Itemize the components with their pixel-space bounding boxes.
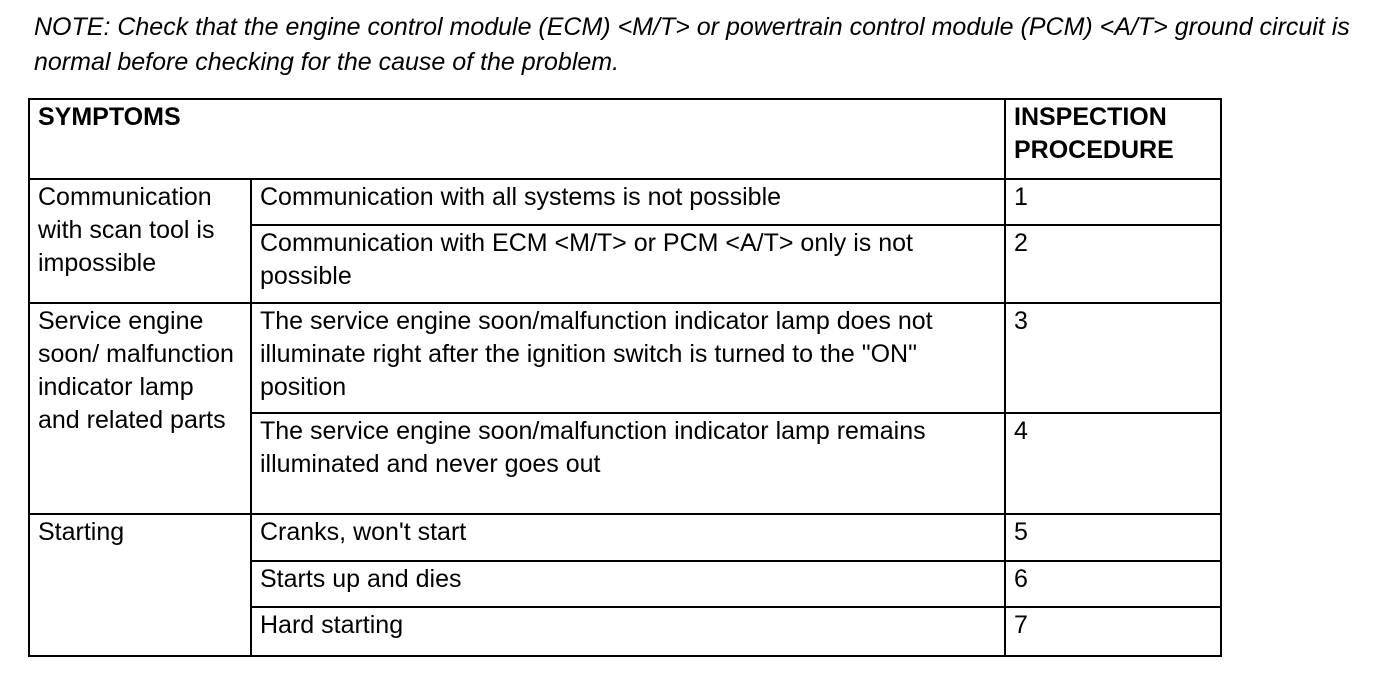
table-row: [29, 179, 1221, 225]
procedure-cell: 1: [1005, 179, 1221, 225]
inspection-procedure-header: INSPECTION PROCEDURE: [1005, 99, 1221, 179]
symptom-cell: Starts up and dies: [251, 561, 1005, 607]
procedure-cell: 3: [1005, 303, 1221, 413]
category-indicator-lamp: Service engine soon/ malfunction indicator lamp and related parts: [29, 303, 251, 514]
procedure-cell: 4: [1005, 413, 1221, 514]
note-text: NOTE: Check that the engine control module (ECM) <M/T> or powertrain control module (PCM) <A/T> ground circuit is normal before checking for the cause of the problem.: [34, 13, 1350, 76]
procedure-cell: 5: [1005, 514, 1221, 561]
symptom-cell: The service engine soon/malfunction indicator lamp does not illuminate right after the ignition switch is turned to the "ON" position: [251, 303, 1005, 413]
category-starting: Starting: [29, 514, 251, 656]
table-row: [29, 303, 1221, 413]
symptom-cell: Hard starting: [251, 607, 1005, 656]
procedure-cell: 7: [1005, 607, 1221, 656]
symptom-cell: Cranks, won't start: [251, 514, 1005, 561]
symptom-cell: Communication with ECM <M/T> or PCM <A/T> only is not possible: [251, 225, 1005, 303]
symptom-cell: The service engine soon/malfunction indicator lamp remains illuminated and never goes out: [251, 413, 1005, 514]
table-header-row: [29, 99, 1221, 179]
category-communication: Communication with scan tool is impossible: [29, 179, 251, 303]
procedure-cell: 2: [1005, 225, 1221, 303]
symptoms-table: [28, 98, 1222, 657]
symptoms-header: SYMPTOMS: [29, 99, 1005, 179]
procedure-cell: 6: [1005, 561, 1221, 607]
table-row: [29, 514, 1221, 561]
symptom-cell: Communication with all systems is not possible: [251, 179, 1005, 225]
